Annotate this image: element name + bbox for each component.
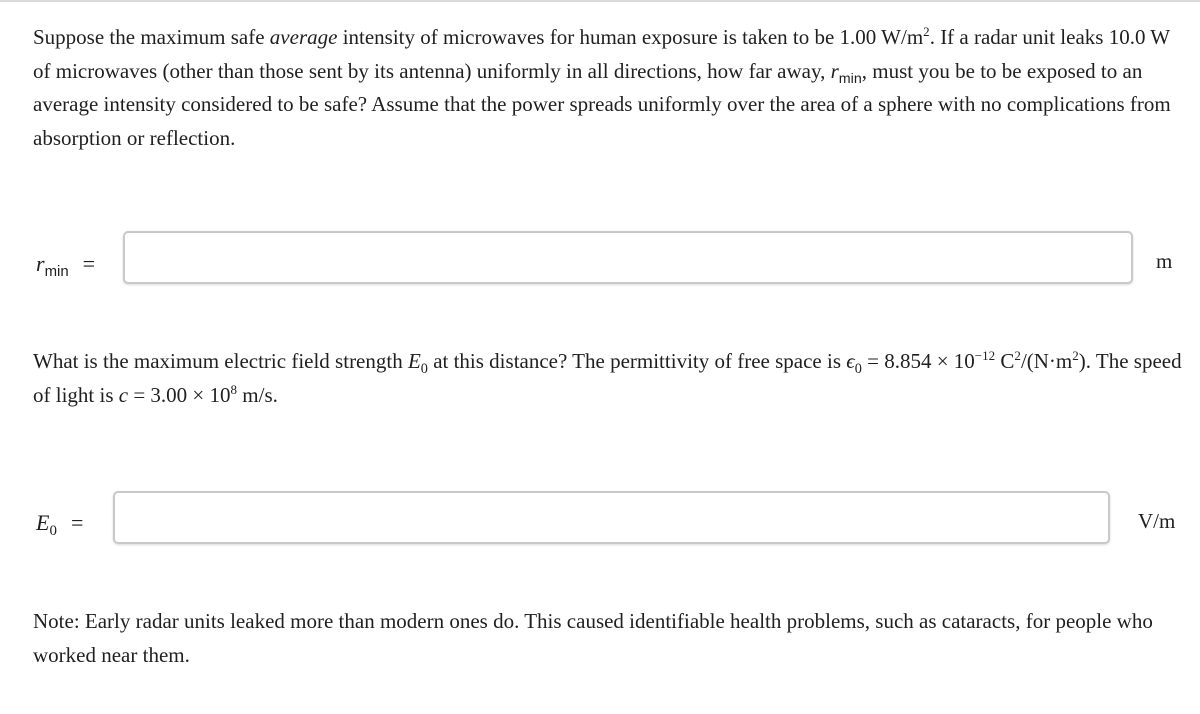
rmin-label-sub: min xyxy=(44,263,69,281)
q1-text-part: Suppose the maximum safe xyxy=(33,25,270,49)
e0-label-var: E xyxy=(36,510,50,535)
q2-text-part: m/s. xyxy=(237,382,278,407)
q2-text-part: What is the maximum electric field strength xyxy=(33,349,408,373)
rmin-answer-input[interactable] xyxy=(123,231,1133,284)
question-2-text xyxy=(33,345,1183,412)
q2-var-epsilon: ϵ xyxy=(846,349,855,373)
q2-var-e-sub: 0 xyxy=(420,360,428,377)
q2-superscript: 2 xyxy=(1072,347,1079,363)
q1-var-r: r xyxy=(830,58,839,83)
q2-var-e: E xyxy=(407,349,421,373)
q2-var-epsilon-sub: 0 xyxy=(854,360,862,377)
q1-emphasis: average xyxy=(269,25,338,49)
q1-text-part: , must you be to be exposed to an average intensity considered to be safe? Assume that the power spreads uniformly over the area of a sphere with no complications from absorption or reflection. xyxy=(33,58,1171,150)
q2-text-part: = 3.00 × 10 xyxy=(128,382,231,407)
rmin-label xyxy=(36,251,96,281)
e0-label xyxy=(36,510,84,540)
e0-equals: = xyxy=(70,510,84,535)
e0-answer-input[interactable] xyxy=(113,491,1110,544)
rmin-equals: = xyxy=(82,251,96,276)
question-1-text xyxy=(33,21,1183,155)
q2-var-c: c xyxy=(118,382,129,407)
q1-text-part: intensity of microwaves for human exposure is taken to be 1.00 W/m xyxy=(337,25,924,49)
e0-label-sub: 0 xyxy=(49,523,57,540)
q1-var-r-sub: min xyxy=(838,70,862,87)
q2-text-part: = 8.854 × 10 xyxy=(861,349,975,373)
rmin-label-var: r xyxy=(36,251,45,276)
top-divider xyxy=(0,0,1200,2)
note-text: Note: Early radar units leaked more than modern ones do. This caused identifiable health problems, such as cataracts, for people who worked near them. xyxy=(33,609,1153,667)
q2-superscript: 2 xyxy=(1014,347,1021,363)
q2-text-part: ). The speed of light is xyxy=(33,349,1182,407)
q1-text-part: . If a radar unit leaks 10.0 W of microwaves (other than those sent by its antenna) uniformly in all directions, how far away, xyxy=(33,25,1170,83)
q2-text-part: at this distance? The permittivity of free space is xyxy=(427,349,847,373)
q2-text-part: /(N·m xyxy=(1020,349,1073,373)
q2-text-part: C xyxy=(995,349,1015,373)
e0-unit: V/m xyxy=(1138,509,1176,533)
q1-superscript: 2 xyxy=(923,23,930,39)
q2-superscript: −12 xyxy=(974,347,996,363)
rmin-unit: m xyxy=(1156,249,1173,273)
q2-superscript: 8 xyxy=(230,381,238,397)
